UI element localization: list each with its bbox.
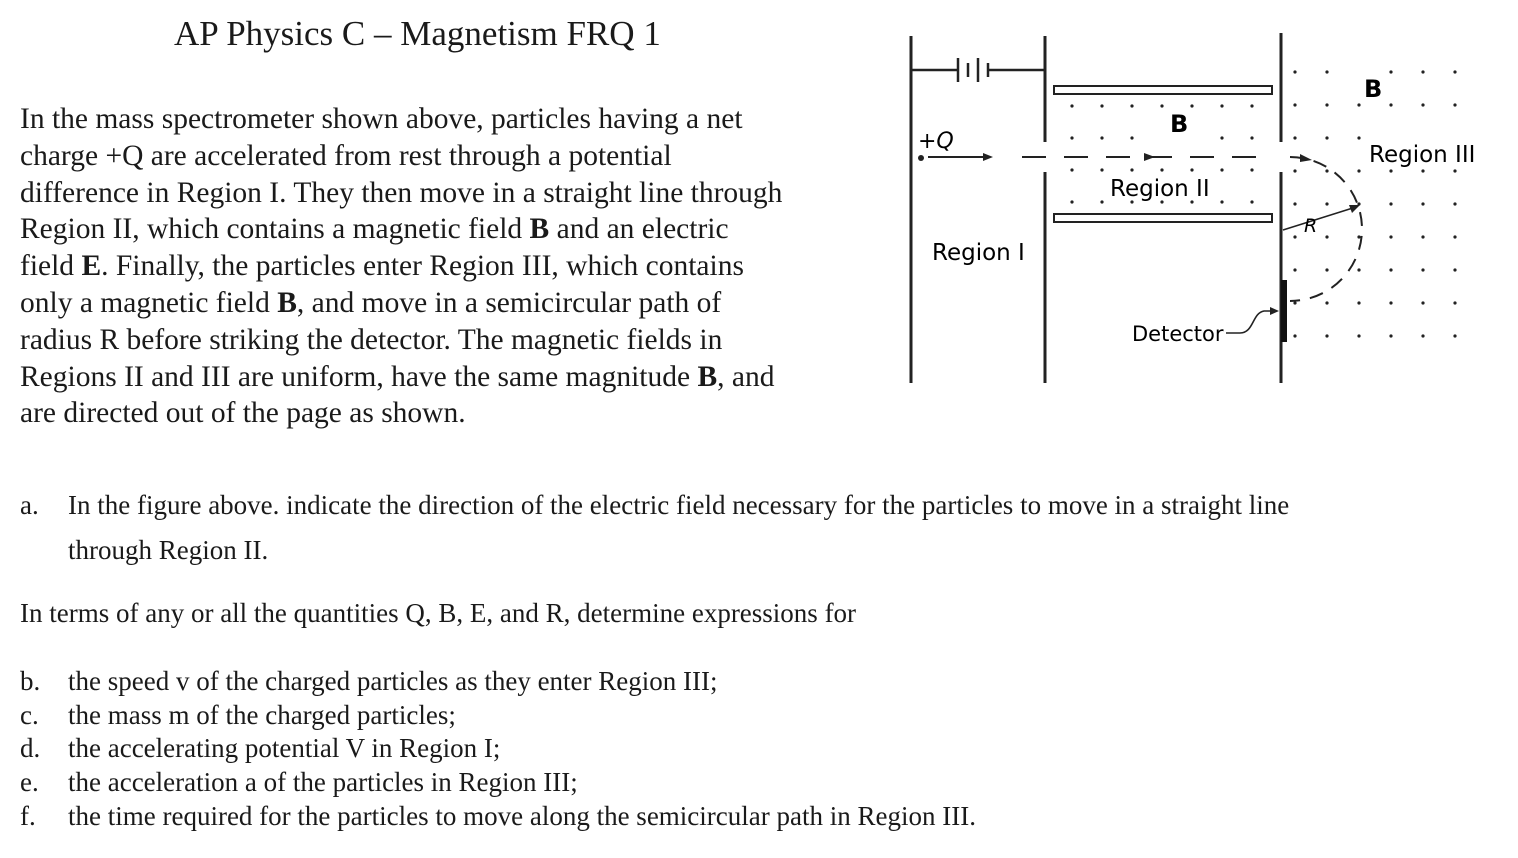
region-1-label: Region I xyxy=(932,240,1025,266)
bold-vector-b: B xyxy=(277,286,297,319)
field-dot xyxy=(1190,104,1193,107)
problem-statement xyxy=(20,101,880,432)
statement-line: Regions II and III are uniform, have the same magnitude B, and xyxy=(20,360,775,393)
field-dot xyxy=(1160,104,1163,107)
field-dot xyxy=(1293,202,1296,205)
part-text: the mass m of the charged particles; xyxy=(68,699,456,730)
statement-line: field E. Finally, the particles enter Region III, which contains xyxy=(20,250,744,283)
charge-label: +Q xyxy=(918,129,954,154)
field-dot xyxy=(1453,202,1456,205)
field-dot xyxy=(1357,169,1360,172)
field-dot xyxy=(1220,200,1223,203)
statement-line: In the mass spectrometer shown above, particles having a net xyxy=(20,103,743,135)
field-dot xyxy=(1100,104,1103,107)
field-dot xyxy=(1453,169,1456,172)
field-dot xyxy=(1421,169,1424,172)
field-dot xyxy=(1160,168,1163,171)
field-dot xyxy=(1100,200,1103,203)
field-dot xyxy=(1250,136,1253,139)
part-text: the accelerating potential V in Region I; xyxy=(68,733,501,764)
field-dot xyxy=(1070,104,1073,107)
field-dot xyxy=(1293,169,1296,172)
field-dot xyxy=(1453,268,1456,271)
field-dot xyxy=(1130,104,1133,107)
field-dot xyxy=(1220,104,1223,107)
bold-vector-b: B xyxy=(697,360,718,393)
part-text: the acceleration a of the particles in Region III; xyxy=(68,767,578,798)
field-dot xyxy=(1421,103,1424,106)
field-dot xyxy=(1357,136,1360,139)
field-dot xyxy=(1070,200,1073,203)
statement-line: radius R before striking the detector. The magnetic fields in xyxy=(20,323,723,356)
field-dot xyxy=(1357,103,1360,106)
radius-arrow-head xyxy=(1349,205,1360,213)
field-dot xyxy=(1293,70,1296,73)
question-line: through Region II. xyxy=(68,535,269,565)
field-dot xyxy=(1325,70,1328,73)
field-dot xyxy=(1070,168,1073,171)
lower-capacitor-plate xyxy=(1054,214,1272,222)
field-dot xyxy=(1421,268,1424,271)
question-line: In the figure above. indicate the direction of the electric field necessary for the particles to move in a straight line xyxy=(68,490,1290,520)
field-dot xyxy=(1293,136,1296,139)
field-dot xyxy=(1357,268,1360,271)
field-dot xyxy=(1357,334,1360,337)
field-dot xyxy=(1325,301,1328,304)
region-3-b-label: B xyxy=(1364,75,1383,103)
statement-line: difference in Region I. They then move in a straight line through xyxy=(20,176,783,209)
field-dot xyxy=(1389,235,1392,238)
field-dot xyxy=(1453,103,1456,106)
field-dot xyxy=(1421,301,1424,304)
field-dot xyxy=(1325,268,1328,271)
charge-dot xyxy=(918,155,924,161)
field-dot xyxy=(1389,169,1392,172)
part-letter: f. xyxy=(20,800,36,831)
field-dot xyxy=(1250,168,1253,171)
region-3-label: Region III xyxy=(1369,142,1476,168)
arrow-head xyxy=(983,153,993,161)
field-dot xyxy=(1453,334,1456,337)
mass-spectrometer-diagram xyxy=(880,20,1500,400)
field-dot xyxy=(1130,136,1133,139)
statement-line: Region II, which contains a magnetic field B and an electric xyxy=(20,213,729,246)
field-dot xyxy=(1293,103,1296,106)
statement-line: only a magnetic field B, and move in a semicircular path of xyxy=(20,286,722,319)
page-title: AP Physics C – Magnetism FRQ 1 xyxy=(174,14,661,53)
field-dot xyxy=(1220,168,1223,171)
field-dot xyxy=(1070,136,1073,139)
field-dot xyxy=(1389,70,1392,73)
field-dot xyxy=(1293,235,1296,238)
statement-line: are directed out of the page as shown. xyxy=(20,397,466,430)
field-dot xyxy=(1357,235,1360,238)
part-text: the time required for the particles to move along the semicircular path in Region III. xyxy=(68,800,976,831)
field-dot xyxy=(1325,136,1328,139)
part-letter: d. xyxy=(20,733,41,764)
field-dot xyxy=(1453,301,1456,304)
field-dot xyxy=(1100,136,1103,139)
detector-bar xyxy=(1281,280,1287,342)
semicircular-path xyxy=(1290,157,1362,301)
terms-intro: In terms of any or all the quantities Q, B, E, and R, determine expressions for xyxy=(20,598,857,628)
field-dot xyxy=(1453,235,1456,238)
field-dot xyxy=(1293,334,1296,337)
field-dot xyxy=(1389,202,1392,205)
field-dot xyxy=(1389,268,1392,271)
detector-label: Detector xyxy=(1132,322,1224,346)
field-dots xyxy=(1070,70,1456,337)
field-dot xyxy=(1250,200,1253,203)
field-dot xyxy=(1325,235,1328,238)
field-dot xyxy=(1325,334,1328,337)
bold-vector-b: B xyxy=(529,213,550,246)
field-dot xyxy=(1220,136,1223,139)
field-dot xyxy=(1293,268,1296,271)
part-letter: e. xyxy=(20,767,39,798)
upper-capacitor-plate xyxy=(1054,86,1272,94)
radius-label: R xyxy=(1304,215,1318,237)
radius-line xyxy=(1283,207,1356,230)
arrow-head xyxy=(1144,153,1155,161)
field-dot xyxy=(1389,103,1392,106)
field-dot xyxy=(1325,202,1328,205)
detector-leader xyxy=(1226,311,1276,333)
region-2-label: Region II xyxy=(1110,176,1210,202)
field-dot xyxy=(1421,334,1424,337)
statement-line: charge +Q are accelerated from rest through a potential xyxy=(20,139,672,172)
part-letter: c. xyxy=(20,699,39,730)
field-dot xyxy=(1453,70,1456,73)
field-dot xyxy=(1389,334,1392,337)
field-dot xyxy=(1130,168,1133,171)
region-2-b-label: B xyxy=(1170,110,1189,138)
arrow-head xyxy=(1270,307,1279,315)
field-dot xyxy=(1389,301,1392,304)
part-text: the speed v of the charged particles as they enter Region III; xyxy=(68,666,718,696)
field-dot xyxy=(1325,103,1328,106)
field-dot xyxy=(1100,168,1103,171)
question-letter: a. xyxy=(20,490,39,520)
question-text xyxy=(68,483,1448,573)
field-dot xyxy=(1325,169,1328,172)
part-letter: b. xyxy=(20,666,41,696)
field-dot xyxy=(1357,301,1360,304)
field-dot xyxy=(1190,168,1193,171)
field-dot xyxy=(1421,235,1424,238)
field-dot xyxy=(1421,202,1424,205)
field-dot xyxy=(1250,104,1253,107)
field-dot xyxy=(1421,70,1424,73)
bold-vector-e: E xyxy=(81,250,102,283)
